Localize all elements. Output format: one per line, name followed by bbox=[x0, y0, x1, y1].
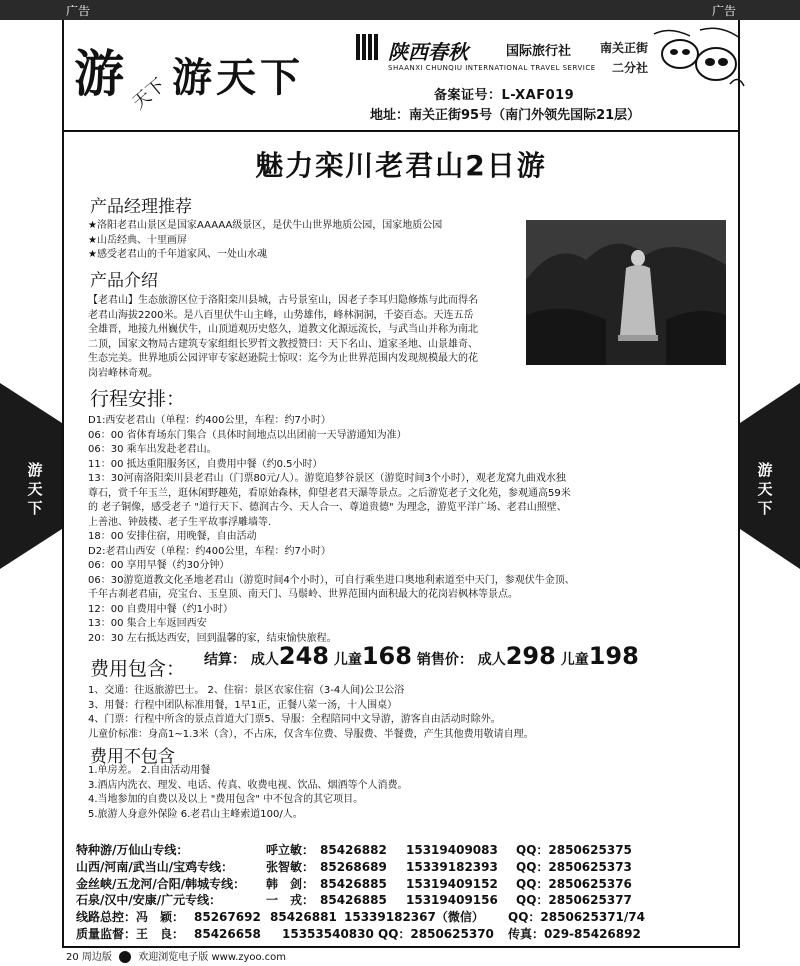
agency-name: 陕西春秋 bbox=[388, 40, 468, 64]
ad-frame: 游 天下 游天下 陕西春秋 国际旅行社 SHAANXI CHUNQIU INTERNATIONAL TRAVEL SERVICE 南关正街 二分社 备案证号：L-XAF019 地址：南关正街95号（南门外领先国际21层） 魅力栾川老君山2日游 产品经理推荐 ★洛阳老君山景区是国家AAAAA级景区，是伏牛山世界地质公园，国家地质公园 ★山岳经典、十里画屏 ★感受老君山的千年道家风、一处山水魂 产品介绍 【老君山】生态旅游区位于洛阳栾川县城，古号景室山，因老子李耳归隐修炼与此而得名 老君山海拔2200米。是八百里伏牛山主峰，山势雄伟，峰林洞洞，千姿百态。天连五岳 全雄晋，地接九州巍伏牛，山顶道观历史悠久，道教文化源远流长，与武当山并称为南北 二顶，国家文物局古建筑专家组组长罗哲文教授赞曰：天下名山、道家圣地、山景雄奇、 生态完美。世界地质公园评审专家赵逊院士惊叹：迄今为止世界范围内发现规模最大的花 岗岩峰林奇观。 行程安排： D1:西安老君山（单程：约400公里，车程：约7小时） 06：00 省体育场东门集合（具体时间地点以出团前一天导游通知为准） 06：30 乘车出发赴老君山。 11：00 抵达重阳服务区，自费用中餐（约0.5小时） 13：30河南洛阳栾川县老君山（门票80元/人）。游览追梦谷景区（游览时间3个小时），观老龙窝九曲戏水独 尊石，赏千年玉兰，逛休闲野趣苑，看原始森林，仰望老君天瀑等景点。之后游览老子文化苑，参观通高59米 的 老子铜像，感受老子 "道行天下、德润古今、天人合一、尊道贵德" 为理念，游览平洋广场、老君山照壁、 上善池、钟鼓楼、老子生平故事浮雕墙等. 18：00 安排住宿，用晚餐，自由活动 D2:老君山西安（单程：约400公里，车程：约7小时） 06：00 享用早餐（约30分钟） 06：30游览道教文化圣地老君山（游览时间4个小时），可自行乘坐进口奥地利索道至中天门，参观伏牛金顶、 千年古刹老君庙，亮宝台、玉皇顶、南天门、马鬃岭、世界范围内面积最大的花岗岩枫林等景点。 12：00 自费用中餐（约1小时） 13：00 集合上车返回西安 20：30 左右抵达西安，回到温馨的家，结束愉快旅程。 费用包含： 结算： 成人248 儿童168 销售价： 成人298 儿童198 1、交通：往返旅游巴士。 2、住宿：景区农家住宿（3-4人间)公卫公浴 3、用餐：行程中团队标准用餐，1早1正，正餐八菜一汤，十人围桌） 4、门票：行程中所含的景点首道大门票5、导服：全程陪同中文导游，游客自由活动时除外。 儿童价标准：身高1~1.3米（含），不占床，仅含车位费、导服费、半餐费，产生其他费用敬请自理。 费用不包含 1.单房差。 2.自由活动用餐 3.酒店内洗衣、理发、电话、传真、收费电视、饮品、烟酒等个人消费。 4.当地参加的自费以及以上 "费用包含" 中不包含的其它项目。 5.旅游人身意外保险 6.老君山主峰索道100/人。 特种游/万仙山专线： 呼立敏： 85426882 15319409083 QQ：2850625375 山西/河南/武当山/宝鸡专线： 张智敏： 85268689 15339182393 QQ：2850625373 金丝峡/五龙河/合阳/韩城专线： 韩 剑： 85426885 15319409152 QQ：2850625376 石泉/汉中/安康/广元专线： 一 戎： 85426885 15319409156 QQ：2850625377 线路总控：冯 颖： 85267692 85426881 15339182367（微信） QQ：2850625371/74 质量监督：王 良： 85426658 15353540830 QQ：2850625370 传真：029-85426892 bbox=[62, 20, 740, 948]
ad-label-left: 广告 bbox=[66, 4, 91, 18]
side-tab-left bbox=[0, 383, 62, 569]
branch-name: 南关正街 二分社 bbox=[600, 41, 649, 75]
manager-heading: 产品经理推荐 bbox=[90, 197, 192, 217]
laozi-statue-photo bbox=[526, 220, 726, 365]
header bbox=[64, 20, 738, 132]
ad-label-right: 广告 bbox=[712, 4, 737, 18]
settle-adult-price: 248 bbox=[278, 642, 329, 670]
retail-child-price: 198 bbox=[588, 642, 639, 670]
included-heading: 费用包含： bbox=[90, 658, 186, 680]
itinerary-text: D1:西安老君山（单程：约400公里，车程：约7小时） 06：00 省体育场东门集合（具体时间地点以出团前一天导游通知为准） 06：30 乘车出发赴老君山。 11：00 抵达重阳服务区，自费用中餐（约0.5小时） 13：30河南洛阳栾川县老君山（门票80元/人）。游览追梦谷景区（游览时间3个小时），观老龙窝九曲戏水独 尊石，赏千年玉兰，逛休闲野趣苑，看原始森林，仰望老君天瀑等景点。之后游览老子文化苑，参观通高59米 的 老子铜像，感受老子 "道行天下、德润古今、天人合一、尊道贵德" 为理念，游览平洋广场、老君山照壁、 上善池、钟鼓楼、老子生平故事浮雕墙等. 18：00 安排住宿，用晚餐，自由活动 D2:老君山西安（单程：约400公里，车程：约7小时） 06：00 享用早餐（约30分钟） 06：30游览道教文化圣地老君山（游览时间4个小时），可自行乘坐进口奥地利索道至中天门，参观伏牛金顶、 千年古刹老君庙，亮宝台、玉皇顶、南天门、马鬃岭、世界范围内面积最大的花岗岩枫林等景点。 12：00 自费用中餐（约1小时） 13：00 集合上车返回西安 20：30 左右抵达西安，回到温馨的家，结束愉快旅程。 bbox=[88, 415, 575, 644]
settle-child-price: 168 bbox=[361, 642, 412, 670]
brand-title: 游天下 bbox=[172, 54, 304, 101]
publisher-logo-icon bbox=[119, 951, 131, 963]
manager-list bbox=[88, 219, 442, 263]
retail-adult-price: 298 bbox=[505, 642, 556, 670]
price-line: 结算： 成人248 儿童168 销售价： 成人298 儿童198 bbox=[204, 642, 639, 670]
page-number: 20 周边版 bbox=[66, 952, 112, 963]
agency-logo-icon bbox=[356, 34, 380, 64]
footer bbox=[66, 948, 286, 963]
intro-text: 【老君山】生态旅游区位于洛阳栾川县城，古号景室山，因老子李耳归隐修炼与此而得名 老君山海拔2200米。是八百里伏牛山主峰，山势雄伟，峰林洞洞，千姿百态。天连五岳 全雄晋，地接九州巍伏牛，山顶道观历史悠久，道教文化源远流长，与武当山并称为南北 二顶，国家文物局古建筑专家组组长罗哲文教授赞曰：天下名山、道家圣地、山景雄奇、 生态完美。世界地质公园评审专家赵逊院士惊叹：迄今为止世界范围内发现规模最大的花 岗岩峰林奇观。 bbox=[88, 295, 478, 379]
logo bbox=[74, 34, 170, 114]
address: 地址：南关正街95号（南门外领先国际21层） bbox=[370, 108, 641, 123]
ad-top-bar bbox=[0, 0, 800, 20]
list-item: ★山岳经典、十里画屏 bbox=[88, 234, 187, 246]
side-tab-right bbox=[740, 383, 800, 569]
page-title: 魅力栾川老君山2日游 bbox=[255, 149, 547, 182]
logo-main: 游 bbox=[74, 44, 124, 103]
excluded-heading: 费用不包含 bbox=[90, 747, 175, 767]
list-item: ★洛阳老君山景区是国家AAAAA级景区，是伏牛山世界地质公园，国家地质公园 bbox=[88, 220, 443, 231]
included-text: 1、交通：往返旅游巴士。 2、住宿：景区农家住宿（3-4人间)公卫公浴 3、用餐：行程中团队标准用餐，1早1正，正餐八菜一汤，十人围桌） 4、门票：行程中所含的景点首道大门票5、导服：全程陪同中文导游，游客自由活动时除外。 儿童价标准：身高1~1.3米（含），不占床，仅含车位费、导服费、半餐费，产生其他费用敬请自理。 bbox=[88, 685, 534, 740]
agency-type: 国际旅行社 bbox=[506, 44, 572, 59]
mask-decoration-icon bbox=[650, 24, 746, 94]
footer-slogan: 欢迎浏览电子版 www.zyoo.com bbox=[138, 952, 287, 963]
logo-sub: 天下 bbox=[128, 74, 170, 114]
side-tab-left-text: 游 天 下 bbox=[27, 461, 43, 517]
list-item: ★感受老君山的千年道家风、一处山水魂 bbox=[88, 249, 267, 260]
excluded-text: 1.单房差。 2.自由活动用餐 3.酒店内洗衣、理发、电话、传真、收费电视、饮品、烟酒等个人消费。 4.当地参加的自费以及以上 "费用包含" 中不包含的其它项目。 5.旅游人身意外保险 6.老君山主峰索道100/人。 bbox=[88, 765, 408, 820]
license-number: 备案证号：L-XAF019 bbox=[434, 88, 575, 103]
itinerary-heading: 行程安排： bbox=[90, 388, 186, 410]
side-tab-right-text: 游 天 下 bbox=[757, 461, 773, 517]
intro-heading: 产品介绍 bbox=[90, 271, 158, 291]
agency-name-en: SHAANXI CHUNQIU INTERNATIONAL TRAVEL SERVICE bbox=[388, 64, 596, 72]
